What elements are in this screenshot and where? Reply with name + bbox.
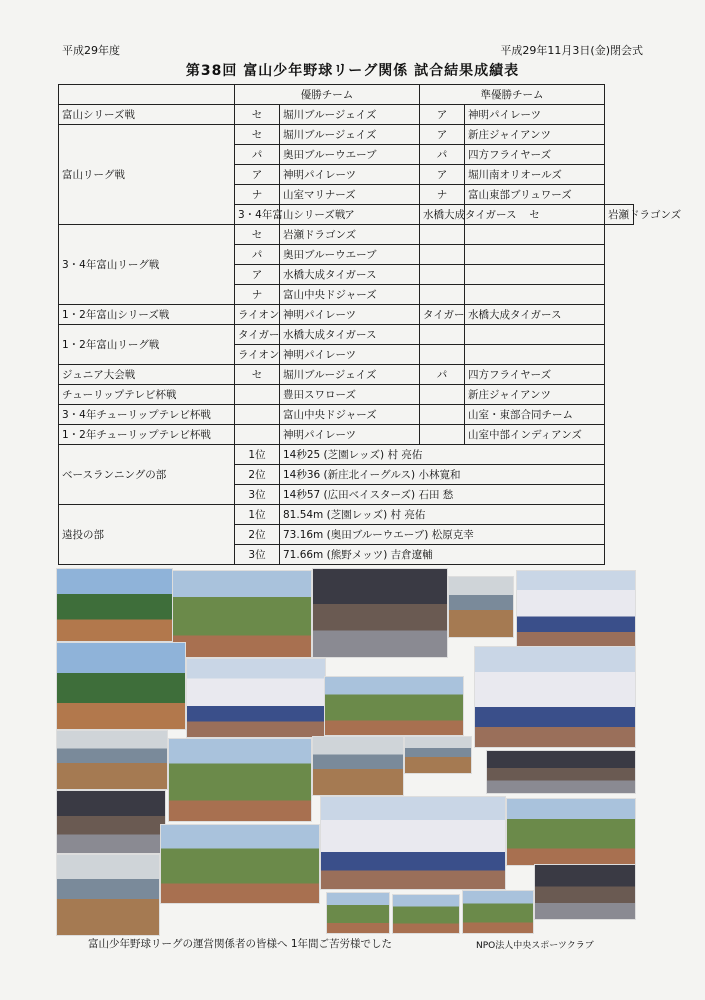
runner-up-league: セ xyxy=(465,205,605,225)
photo-team-march xyxy=(320,796,506,890)
winner-team: 堀川ブルージェイズ xyxy=(280,365,420,385)
photo-team-field xyxy=(324,676,464,736)
event-name: 富山リーグ戦 xyxy=(59,125,235,225)
winner-team: 奥田ブルーウエーブ xyxy=(280,145,420,165)
table-row xyxy=(59,305,634,325)
record-detail: 14秒57 (広田ベイスターズ) 石田 愁 xyxy=(280,485,605,505)
event-name: 3・4年富山リーグ戦 xyxy=(59,225,235,305)
runner-up-team: 水橋大成タイガース xyxy=(465,305,605,325)
runner-up-team: 四方フライヤーズ xyxy=(465,365,605,385)
runner-up-league xyxy=(420,225,465,245)
photo-single-player xyxy=(326,892,390,934)
winner-league xyxy=(235,405,280,425)
event-name: 1・2年富山シリーズ戦 xyxy=(59,305,235,325)
winner-team: 神明パイレーツ xyxy=(280,345,420,365)
footer-org: NPO法人中央スポーツクラブ xyxy=(476,941,594,951)
photo-flags-field xyxy=(172,570,312,658)
header-blank xyxy=(59,85,235,105)
winner-league: セ xyxy=(235,365,280,385)
runner-up-team: 山室・東部合同チーム xyxy=(465,405,605,425)
runner-up-league: パ xyxy=(420,365,465,385)
photo-team-parade xyxy=(160,824,320,904)
record-event-name: 遠投の部 xyxy=(59,505,235,565)
record-detail: 81.54m (芝園レッズ) 村 亮佑 xyxy=(280,505,605,525)
record-row xyxy=(59,505,634,525)
winner-league: セ xyxy=(235,225,280,245)
winner-league: ナ xyxy=(235,285,280,305)
runner-up-team: 四方フライヤーズ xyxy=(465,145,605,165)
runner-up-league: ア xyxy=(420,105,465,125)
winner-team: 豊田スワローズ xyxy=(280,385,420,405)
record-event-name: ベースランニングの部 xyxy=(59,445,235,505)
winner-team: 岩瀬ドラゴンズ xyxy=(280,225,420,245)
winner-league: ア xyxy=(235,265,280,285)
record-rank: 3位 xyxy=(235,545,280,565)
runner-up-team: 新庄ジャイアンツ xyxy=(465,125,605,145)
runner-up-team: 岩瀬ドラゴンズ xyxy=(605,205,634,225)
runner-up-team xyxy=(465,245,605,265)
winner-league: パ xyxy=(235,245,280,265)
event-name: チューリップテレビ杯戦 xyxy=(59,385,235,405)
winner-league: ア xyxy=(235,165,280,185)
runner-up-league xyxy=(420,385,465,405)
winner-team: 富山中央ドジャーズ xyxy=(280,285,420,305)
winner-team: 神明パイレーツ xyxy=(280,425,420,445)
photo-group xyxy=(392,894,460,934)
runner-up-league xyxy=(420,345,465,365)
photo-speaker xyxy=(448,576,514,638)
winner-team: 水橋大成タイガース xyxy=(420,205,465,225)
record-rank: 1位 xyxy=(235,445,280,465)
runner-up-league xyxy=(420,425,465,445)
table-row xyxy=(59,425,634,445)
record-row xyxy=(59,445,634,465)
ceremony-date: 平成29年11月3日(金)閉会式 xyxy=(500,44,643,57)
photo-certificate xyxy=(56,790,166,854)
photo-player-award xyxy=(56,854,160,936)
runner-up-team: 堀川南オリオールズ xyxy=(465,165,605,185)
photo-official-players xyxy=(516,570,636,648)
photo-stand-banner xyxy=(486,750,636,794)
runner-up-team xyxy=(465,325,605,345)
runner-up-league: ナ xyxy=(420,185,465,205)
header-runner-up: 準優勝チーム xyxy=(420,85,605,105)
event-name: 3・4年チューリップテレビ杯戦 xyxy=(59,405,235,425)
winner-league: ライオン xyxy=(235,345,280,365)
footer-message: 富山少年野球リーグの運営関係者の皆様へ 1年間ご苦労様でした xyxy=(88,938,393,950)
event-name: 富山シリーズ戦 xyxy=(59,105,235,125)
table-row xyxy=(59,385,634,405)
runner-up-league: パ xyxy=(420,145,465,165)
winner-league xyxy=(235,425,280,445)
winner-team: 神明パイレーツ xyxy=(280,165,420,185)
runner-up-league: ア xyxy=(420,125,465,145)
fiscal-year: 平成29年度 xyxy=(62,44,120,57)
winner-league: セ xyxy=(235,105,280,125)
runner-up-league xyxy=(420,265,465,285)
record-rank: 1位 xyxy=(235,505,280,525)
event-name: 1・2年チューリップテレビ杯戦 xyxy=(59,425,235,445)
photo-banner xyxy=(404,736,472,774)
winner-team: 山室マリナーズ xyxy=(280,185,420,205)
winner-team: 奥田ブルーウエーブ xyxy=(280,245,420,265)
event-name: 3・4年富山シリーズ戦 xyxy=(235,205,280,225)
winner-league: ライオン xyxy=(235,305,280,325)
table-header-row xyxy=(59,85,634,105)
page-title: 第38回 富山少年野球リーグ関係 試合結果成績表 xyxy=(185,63,520,79)
photo-players-line xyxy=(462,890,534,934)
photo-officials-standing xyxy=(56,642,186,730)
table-row xyxy=(59,125,634,145)
header-winner: 優勝チーム xyxy=(235,85,420,105)
runner-up-league xyxy=(420,285,465,305)
table-row xyxy=(59,225,634,245)
runner-up-league xyxy=(420,245,465,265)
photo-announcer xyxy=(56,730,168,790)
winner-team: 神明パイレーツ xyxy=(280,305,420,325)
winner-team: 富山中央ドジャーズ xyxy=(280,405,420,425)
photo-award-ceremony xyxy=(56,568,173,642)
runner-up-league: タイガー xyxy=(420,305,465,325)
winner-team: 堀川ブルージェイズ xyxy=(280,125,420,145)
winner-league: パ xyxy=(235,145,280,165)
photo-players-closeup xyxy=(474,646,636,748)
record-rank: 2位 xyxy=(235,525,280,545)
photo-banners-row xyxy=(534,864,636,920)
winner-league: タイガー xyxy=(235,325,280,345)
photo-collage xyxy=(56,568,634,934)
runner-up-team xyxy=(465,225,605,245)
record-detail: 14秒36 (新庄北イーグルス) 小林寛和 xyxy=(280,465,605,485)
runner-up-team: 山室中部インディアンズ xyxy=(465,425,605,445)
event-name: ジュニア大会戦 xyxy=(59,365,235,385)
event-name: 1・2年富山リーグ戦 xyxy=(59,325,235,365)
table-row xyxy=(59,365,634,385)
record-rank: 2位 xyxy=(235,465,280,485)
record-detail: 14秒25 (芝園レッズ) 村 亮佑 xyxy=(280,445,605,465)
runner-up-team: 神明パイレーツ xyxy=(465,105,605,125)
runner-up-league xyxy=(420,325,465,345)
table-row xyxy=(59,105,634,125)
table-row xyxy=(59,325,634,345)
runner-up-league xyxy=(420,405,465,425)
winner-league xyxy=(235,385,280,405)
photo-award-handover xyxy=(168,738,312,822)
runner-up-team xyxy=(465,265,605,285)
runner-up-team: 富山東部ブリュワーズ xyxy=(465,185,605,205)
record-detail: 71.66m (熊野メッツ) 吉倉遼輔 xyxy=(280,545,605,565)
photo-audience xyxy=(312,736,404,796)
runner-up-league: ア xyxy=(420,165,465,185)
photo-trophies xyxy=(312,568,448,658)
photo-team-lineup xyxy=(186,658,326,738)
photo-field-players xyxy=(506,798,636,866)
record-detail: 73.16m (奥田ブルーウエーブ) 松原克幸 xyxy=(280,525,605,545)
runner-up-team: 新庄ジャイアンツ xyxy=(465,385,605,405)
results-table xyxy=(58,84,682,565)
winner-team: 水橋大成タイガース xyxy=(280,265,420,285)
table-row xyxy=(59,405,634,425)
winner-league: ア xyxy=(280,205,420,225)
winner-team: 水橋大成タイガース xyxy=(280,325,420,345)
winner-team: 堀川ブルージェイズ xyxy=(280,105,420,125)
runner-up-team xyxy=(465,285,605,305)
winner-league: ナ xyxy=(235,185,280,205)
winner-league: セ xyxy=(235,125,280,145)
runner-up-team xyxy=(465,345,605,365)
record-rank: 3位 xyxy=(235,485,280,505)
